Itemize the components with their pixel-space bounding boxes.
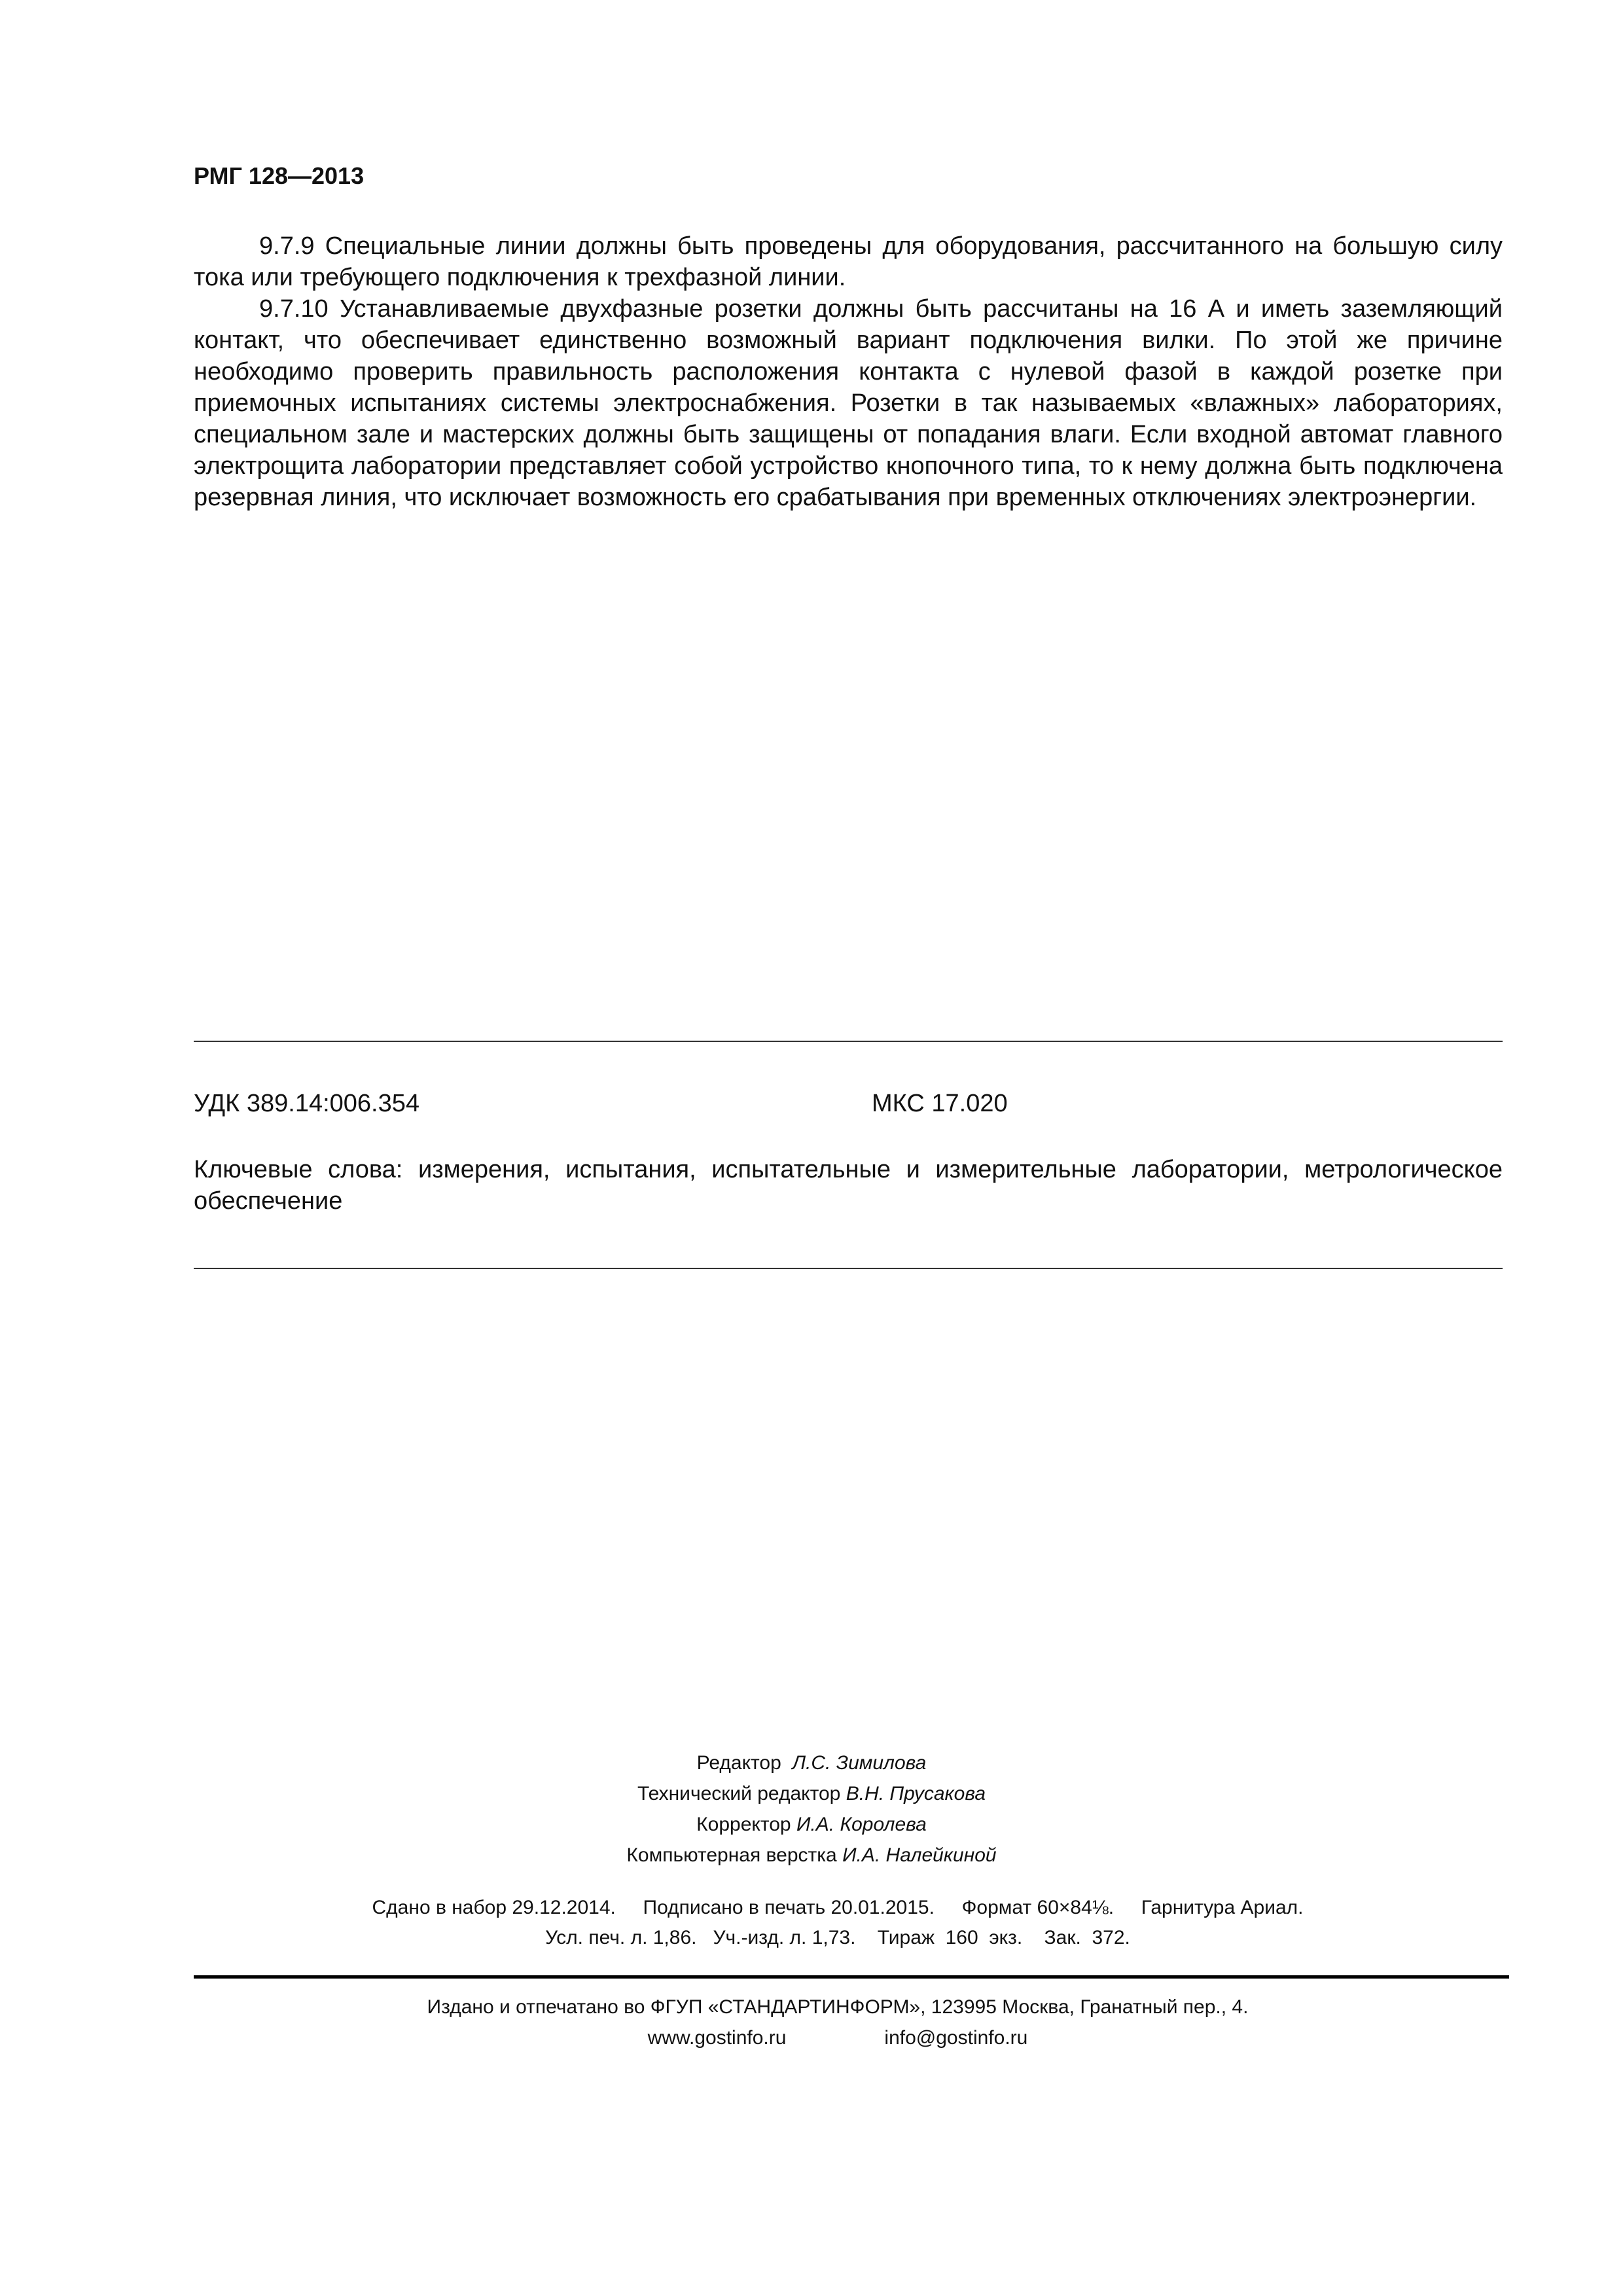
credit-role: Корректор [696,1814,791,1835]
email-link[interactable]: info@gostinfo.ru [884,2027,1028,2049]
keywords: Ключевые слова: измерения, испытания, испытательные и измерительные лаборатории, метрологическое обеспечение [194,1156,1503,1215]
document-code-header: РМГ 128—2013 [194,162,365,189]
credit-role: Редактор [696,1752,781,1774]
credit-role: Компьютерная верстка [626,1844,837,1866]
publisher-line: Издано и отпечатано во ФГУП «СТАНДАРТИНФОРМ», 123995 Москва, Гранатный пер., 4. [427,1996,1249,2018]
paragraph-9-7-10: 9.7.10 Устанавливаемые двухфазные розетки должны быть рассчитаны на 16 А и иметь заземляющий контакт, что обеспечивает единственно возможный вариант подключения вилки. По этой же причине необходимо проверить правильность расположения контакта с нулевой фазой в каждой розетке при приемочных испытаниях системы электроснабжения. Розетки в так называемых «влажных» лабораториях, специальном зале и мастерских должны быть защищены от попадания влаги. Если входной автомат главного электрощита лаборатории представляет собой устройство кнопочного типа, то к нему должна быть подключена резервная линия, что исключает возможность его срабатывания при временных отключениях электроэнергии. [194,295,1503,511]
credits-block [484,1748,1139,1871]
udk-code: УДК 389.14:006.354 [194,1090,420,1117]
bottom-divider [194,1268,1503,1269]
credit-person: И.А. Налейкиной [842,1844,997,1866]
credit-technical-editor [484,1778,1139,1809]
credit-proofreader [484,1809,1139,1840]
imprint-line-1: Сдано в набор 29.12.2014. Подписано в печать 20.01.2015. Формат 60×84⅛. Гарнитура Ариал. [372,1897,1304,1918]
credit-person: И.А. Королева [796,1814,927,1835]
top-divider [194,1041,1503,1042]
imprint-line-2: Усл. печ. л. 1,86. Уч.-изд. л. 1,73. Тираж 160 экз. Зак. 372. [545,1927,1130,1948]
credit-person: Л.С. Зимилова [792,1752,927,1774]
imprint-divider [194,1975,1509,1979]
credit-role: Технический редактор [637,1783,841,1804]
website-link[interactable]: www.gostinfo.ru [647,2027,787,2049]
paragraph-9-7-9: 9.7.9 Специальные линии должны быть проведены для оборудования, рассчитанного на большую силу тока или требующего подключения к трехфазной линии. [194,232,1503,291]
mks-code: МКС 17.020 [872,1090,1008,1117]
credit-editor [484,1748,1139,1778]
credit-layout [484,1840,1139,1871]
credit-person: В.Н. Прусакова [846,1783,986,1804]
body-text [194,230,1503,513]
publisher-contacts [196,2027,1479,2049]
